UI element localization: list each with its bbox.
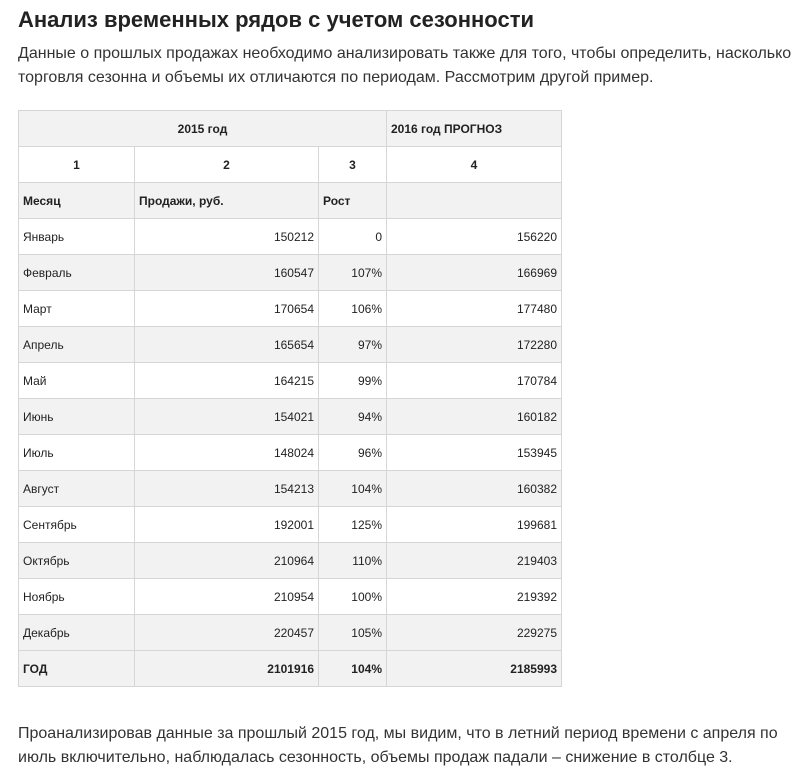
- sales-table-body: [19, 111, 562, 687]
- table-row: [19, 363, 562, 399]
- month-cell: Июнь: [19, 399, 135, 435]
- forecast-cell: 170784: [387, 363, 562, 399]
- forecast-cell: 229275: [387, 615, 562, 651]
- sales-cell: 164215: [135, 363, 319, 399]
- conclusion-paragraph: Проанализировав данные за прошлый 2015 год, мы видим, что в летний период времени с апреля по июль включительно, наблюдалась сезонность, объемы продаж падали – снижение в столбце 3.: [18, 725, 778, 766]
- intro-paragraph: Данные о прошлых продажах необходимо анализировать также для того, чтобы определить, насколько торговля сезонна и объемы их отличаются по периодам. Рассмотрим другой пример.: [18, 45, 792, 86]
- growth-cell: 105%: [319, 615, 387, 651]
- forecast-cell: 166969: [387, 255, 562, 291]
- growth-cell: 110%: [319, 543, 387, 579]
- table-row: [19, 219, 562, 255]
- table-row: [19, 255, 562, 291]
- month-cell: Март: [19, 291, 135, 327]
- forecast-cell: 219403: [387, 543, 562, 579]
- total-forecast-cell: 2185993: [387, 651, 562, 687]
- growth-cell: 96%: [319, 435, 387, 471]
- group-header-2016-forecast: 2016 год ПРОГНОЗ: [387, 111, 562, 147]
- forecast-cell: 156220: [387, 219, 562, 255]
- forecast-cell: 199681: [387, 507, 562, 543]
- column-number-2: 2: [135, 147, 319, 183]
- column-number-row: [19, 147, 562, 183]
- table-row: [19, 327, 562, 363]
- sales-cell: 210954: [135, 579, 319, 615]
- table-row: [19, 579, 562, 615]
- total-label-cell: ГОД: [19, 651, 135, 687]
- forecast-cell: 172280: [387, 327, 562, 363]
- sales-cell: 220457: [135, 615, 319, 651]
- sales-cell: 192001: [135, 507, 319, 543]
- growth-cell: 104%: [319, 471, 387, 507]
- column-label-month: Месяц: [19, 183, 135, 219]
- column-label-growth: Рост: [319, 183, 387, 219]
- table-row: [19, 471, 562, 507]
- group-header-row: [19, 111, 562, 147]
- month-cell: Август: [19, 471, 135, 507]
- column-number-1: 1: [19, 147, 135, 183]
- table-row: [19, 615, 562, 651]
- forecast-cell: 219392: [387, 579, 562, 615]
- sales-cell: 154213: [135, 471, 319, 507]
- forecast-cell: 177480: [387, 291, 562, 327]
- table-row: [19, 543, 562, 579]
- growth-cell: 97%: [319, 327, 387, 363]
- group-header-2015: 2015 год: [19, 111, 387, 147]
- growth-cell: 99%: [319, 363, 387, 399]
- growth-cell: 125%: [319, 507, 387, 543]
- month-cell: Февраль: [19, 255, 135, 291]
- growth-cell: 106%: [319, 291, 387, 327]
- sales-cell: 170654: [135, 291, 319, 327]
- column-number-4: 4: [387, 147, 562, 183]
- month-cell: Январь: [19, 219, 135, 255]
- total-sales-cell: 2101916: [135, 651, 319, 687]
- sales-table: [18, 110, 562, 687]
- forecast-cell: 160382: [387, 471, 562, 507]
- forecast-cell: 160182: [387, 399, 562, 435]
- sales-cell: 154021: [135, 399, 319, 435]
- total-row: [19, 651, 562, 687]
- month-cell: Ноябрь: [19, 579, 135, 615]
- growth-cell: 100%: [319, 579, 387, 615]
- growth-cell: 94%: [319, 399, 387, 435]
- sales-cell: 148024: [135, 435, 319, 471]
- table-row: [19, 291, 562, 327]
- month-cell: Апрель: [19, 327, 135, 363]
- column-label-sales: Продажи, руб.: [135, 183, 319, 219]
- column-number-3: 3: [319, 147, 387, 183]
- table-row: [19, 507, 562, 543]
- month-cell: Декабрь: [19, 615, 135, 651]
- growth-cell: 107%: [319, 255, 387, 291]
- sales-cell: 160547: [135, 255, 319, 291]
- month-cell: Октябрь: [19, 543, 135, 579]
- month-cell: Сентябрь: [19, 507, 135, 543]
- sales-cell: 165654: [135, 327, 319, 363]
- month-cell: Июль: [19, 435, 135, 471]
- forecast-cell: 153945: [387, 435, 562, 471]
- sales-cell: 150212: [135, 219, 319, 255]
- total-growth-cell: 104%: [319, 651, 387, 687]
- column-label-forecast: [387, 183, 562, 219]
- column-label-row: [19, 183, 562, 219]
- article-title: Анализ временных рядов с учетом сезонности: [18, 7, 534, 32]
- sales-cell: 210964: [135, 543, 319, 579]
- month-cell: Май: [19, 363, 135, 399]
- growth-cell: 0: [319, 219, 387, 255]
- table-row: [19, 399, 562, 435]
- table-row: [19, 435, 562, 471]
